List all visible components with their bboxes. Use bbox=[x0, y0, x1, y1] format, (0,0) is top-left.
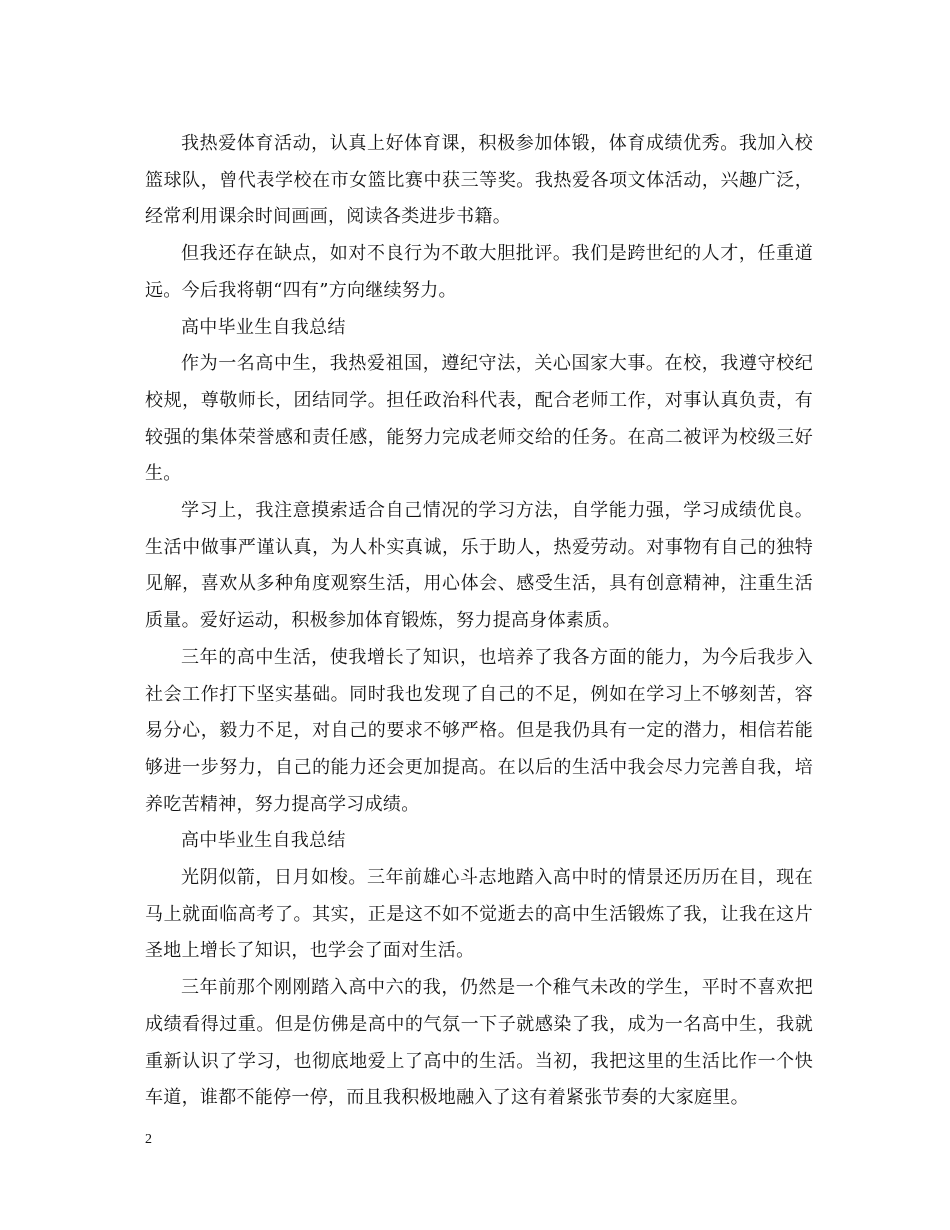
section-heading-1: 高中毕业生自我总结 bbox=[181, 316, 346, 338]
paragraph-shortcomings: 但我还存在缺点，如对不良行为不敢大胆批评。我们是跨世纪的人才，任重道远。今后我将朝“四有”方向继续努力。 bbox=[145, 243, 813, 301]
paragraph-sports: 我热爱体育活动，认真上好体育课，积极参加体锻，体育成绩优秀。我加入校篮球队，曾代表学校在市女篮比赛中获三等奖。我热爱各项文体活动，兴趣广泛，经常利用课余时间画画，阅读各类进步书籍。 bbox=[145, 133, 813, 228]
paragraph-three-years-ago: 三年前那个刚刚踏入高中六的我，仍然是一个稚气未改的学生，平时不喜欢把成绩看得过重。但是仿佛是高中的气氛一下子就感染了我，成为一名高中生，我就重新认识了学习，也彻底地爱上了高中的生活。当初，我把这里的生活比作一个快车道，谁都不能停一停，而且我积极地融入了这有着紧张节奏的大家庭里。 bbox=[145, 977, 813, 1109]
paragraph-time-flies: 光阴似箭，日月如梭。三年前雄心斗志地踏入高中时的情景还历历在目，现在马上就面临高考了。其实，正是这不如不觉逝去的高中生活锻炼了我，让我在这片圣地上增长了知识，也学会了面对生活。 bbox=[145, 867, 813, 962]
paragraph-conduct: 作为一名高中生，我热爱祖国，遵纪守法，关心国家大事。在校，我遵守校纪校规，尊敬师长，团结同学。担任政治科代表，配合老师工作，对事认真负责，有较强的集体荣誉感和责任感，能努力完成老师交给的任务。在高二被评为校级三好生。 bbox=[145, 353, 813, 485]
paragraph-three-years: 三年的高中生活，使我增长了知识，也培养了我各方面的能力，为今后我步入社会工作打下坚实基础。同时我也发现了自己的不足，例如在学习上不够刻苦，容易分心，毅力不足，对自己的要求不够严格。但是我仍具有一定的潜力，相信若能够进一步努力，自己的能力还会更加提高。在以后的生活中我会尽力完善自我，培养吃苦精神，努力提高学习成绩。 bbox=[145, 646, 813, 815]
section-heading-2: 高中毕业生自我总结 bbox=[181, 830, 346, 852]
paragraph-study: 学习上，我注意摸索适合自己情况的学习方法，自学能力强，学习成绩优良。生活中做事严谨认真，为人朴实真诚，乐于助人，热爱劳动。对事物有自己的独特见解，喜欢从多种角度观察生活，用心体会、感受生活，具有创意精神，注重生活质量。爱好运动，积极参加体育锻炼，努力提高身体素质。 bbox=[145, 500, 813, 632]
page-content bbox=[145, 126, 813, 1117]
page-number: 2 bbox=[145, 1132, 152, 1147]
